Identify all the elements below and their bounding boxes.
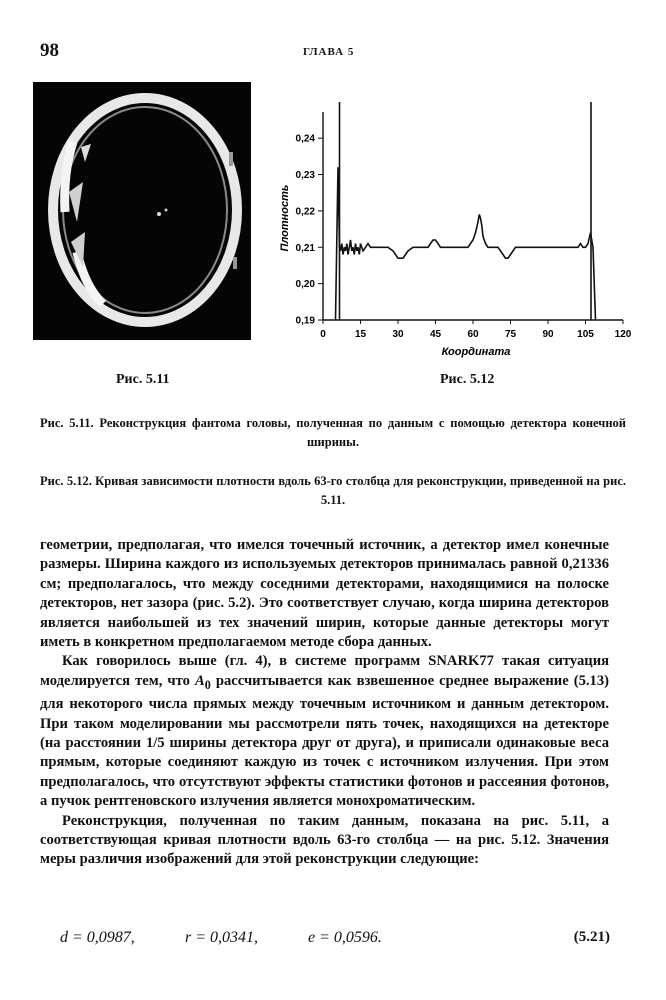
page-number: 98 (40, 40, 59, 61)
y-tick-label: 0,24 (295, 133, 315, 145)
x-axis-label: Координата (441, 346, 511, 358)
y-tick-label: 0,21 (295, 242, 315, 254)
figure-5-12-label: Рис. 5.12 (440, 372, 495, 387)
formula-5-21 (60, 929, 610, 953)
x-tick-label: 15 (354, 329, 367, 340)
symbol-a0 (195, 672, 211, 692)
paragraph-2-end: рассчитывается как взвешенное среднее выражение (5.13) для некоторого числа прямых между точечным источником и данным детектором. При таком моделировании мы рассмотрели пять точек, находящихся на детекторе (на расстоянии 1/5 ширины детектора друг от друга), и приписали одинаковые веса прямым, которые соединяют каждую из точек с источником излучения. При этом предполагалось, что отсутствуют эффекты статистики фотонов и рассеяния фотонов, а пучок рентгеновского излучения является монохроматическим. (40, 672, 609, 810)
y-tick-label: 0,23 (295, 170, 315, 182)
x-tick-label: 75 (504, 329, 517, 340)
x-tick-label: 105 (577, 329, 594, 340)
x-tick-label: 90 (542, 329, 554, 340)
caption-5-11: Рис. 5.11. Реконструкция фантома головы, полученная по данным с помощью детектора конечной ширины. (40, 416, 626, 449)
paragraph-1: геометрии, предполагая, что имелся точечный источник, а детектор имел конечные размеры. Ширина каждого из используемых детекторов принималась равной 0,21336 см; предполагалось, что между соседними детекторами, находящимися на полоске детекторов, нет зазора (рис. 5.2). Это соответствует случаю, когда ширина детекторов является наибольшей из тех значений ширин, которые данные детекторы могут иметь в конкретном предполагаемом методе сбора данных. (40, 537, 609, 651)
x-tick-label: 120 (614, 329, 632, 340)
paragraph-2-start: Как говорилось выше (гл. 4), в системе программ SNARK77 такая ситуация моделируется тем, что (40, 653, 609, 689)
symbol-a: A (195, 672, 205, 689)
y-tick-label: 0,20 (295, 279, 315, 291)
y-tick-label: 0,19 (295, 315, 315, 327)
symbol-subscript: 0 (204, 677, 211, 692)
caption-5-12: Рис. 5.12. Кривая зависимости плотности вдоль 63-го столбца для реконструкции, приведенной на рис. 5.11. (40, 474, 626, 507)
equation-number: (5.21) (573, 929, 610, 945)
x-tick-label: 0 (320, 329, 326, 340)
formula-d: d = 0,0987, (60, 929, 135, 946)
y-tick-label: 0,22 (295, 206, 315, 218)
x-tick-label: 30 (392, 329, 404, 340)
formula-r: r = 0,0341, (185, 929, 259, 946)
figure-5-11-label: Рис. 5.11 (116, 372, 170, 387)
x-tick-label: 45 (429, 329, 442, 340)
formula-e: e = 0,0596. (308, 929, 382, 946)
density-series-line (336, 167, 596, 320)
chapter-title: ГЛАВА 5 (303, 46, 355, 58)
paragraph-2 (40, 652, 609, 811)
body-text (40, 536, 609, 870)
x-tick-label: 60 (467, 329, 479, 340)
y-axis-label: Плотность (279, 184, 291, 252)
figure-5-11-image (33, 82, 251, 340)
figure-5-12-chart (268, 98, 640, 368)
paragraph-3: Реконструкция, полученная по таким данным, показана на рис. 5.11, а соответствующая кривая плотности вдоль 63-го столбца — на рис. 5.12. Значения меры различия изображений для этой реконструкции следующие: (40, 812, 609, 868)
